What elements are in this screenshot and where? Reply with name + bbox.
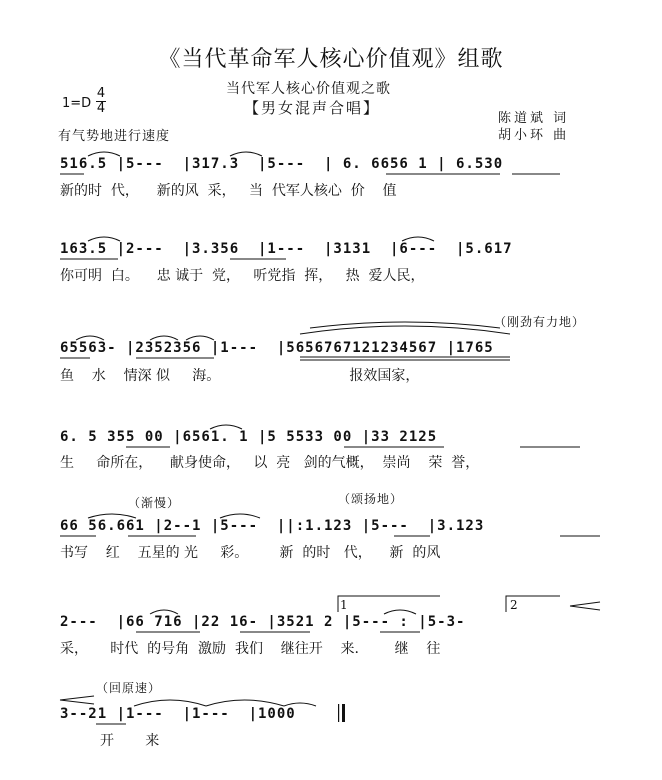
notation-line-6: 2--- |66 716 |22 16- |3521 2 |5--- : |5-3- (60, 614, 475, 630)
expression-mark-gangjin: （刚劲有力地） (494, 315, 586, 329)
expression-mark-songyang: （颂扬地） (338, 492, 404, 506)
lyricist-credit: 陈道斌 词 (498, 111, 570, 126)
meter-bottom: 4 (96, 101, 106, 116)
song-subtitle: 当代军人核心价值观之歌 (226, 81, 391, 97)
lyric-line-1: 新的时 代， 新的风 采， 当 代军人核心 价 值 (60, 183, 397, 199)
lyric-line-3: 鱼 水 情深 似 海。 报效国家， (60, 368, 420, 384)
notation-line-3: 65563- |2352356 |1--- |5656767121234567 |1765 (60, 340, 504, 356)
lyric-line-2: 你可明 白。 忠 诚于 党， 听党指 挥， 热 爱人民， (60, 268, 425, 284)
expression-mark-jianman: （渐慢） (128, 496, 181, 510)
volta-1-label: 1 (340, 598, 349, 612)
expression-mark-huiyuansu: （回原速） (96, 681, 162, 695)
volta-2-label: 2 (510, 598, 519, 612)
lyric-line-4: 生 命所在， 献身使命， 以 亮 剑的气概， 崇尚 荣 誉， (60, 455, 480, 471)
notation-line-7: 3--21 |1--- |1--- |1000 (60, 706, 306, 722)
key-signature: 1=D (62, 96, 92, 111)
performance-type: 【男女混声合唱】 (244, 99, 381, 117)
lyric-line-5: 书写 红 五星的 光 彩。 新 的时 代， 新 的风 (60, 545, 441, 561)
tempo-marking: 有气势地进行速度 (58, 129, 171, 144)
notation-line-5: 66 56.661 |2--1 |5--- ||:1.123 |5--- |3.123 (60, 518, 494, 534)
lyric-line-7: 开 来 (60, 733, 160, 749)
lyric-line-6: 采， 时代 的号角 激励 我们 继往开 来. 继 往 (60, 641, 441, 657)
composer-credit: 胡小环 曲 (498, 128, 570, 143)
song-title: 《当代革命军人核心价值观》组歌 (158, 47, 504, 72)
meter-top: 4 (96, 86, 106, 101)
notation-line-2: 163.5 |2--- |3.356 |1--- |3131 |6--- |5.617 (60, 241, 523, 257)
notation-line-4: 6. 5 355 00 |6561. 1 |5 5533 00 |33 2125 (60, 429, 447, 445)
notation-line-1: 516.5 |5--- |317.3 |5--- | 6. 6656 1 | 6.530 (60, 156, 513, 172)
